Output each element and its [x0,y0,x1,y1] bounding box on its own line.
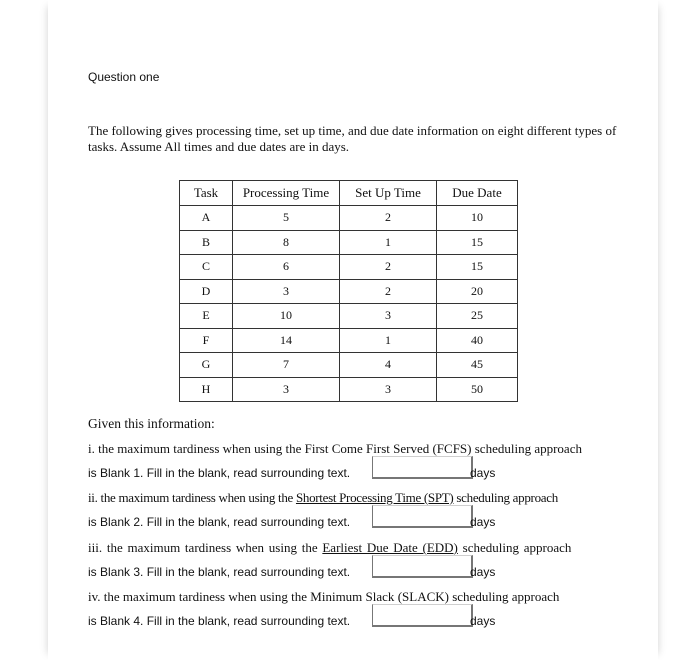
table-row [180,304,518,329]
cell-task: A [180,206,233,231]
cell-set-up-time: 3 [340,304,437,329]
cell-processing-time: 14 [233,328,340,353]
table-row [180,377,518,402]
cell-due-date: 25 [437,304,518,329]
header-set-up-time: Set Up Time [340,181,437,206]
cell-due-date: 15 [437,230,518,255]
blank-4-unit: days [470,614,496,628]
question-text-pre: iv. the maximum tardiness when using the Minimum Slack [88,589,398,604]
question-title: Question one [88,70,160,84]
rule-name: (FCFS) [432,441,472,456]
table-row [180,206,518,231]
cell-due-date: 45 [437,353,518,378]
rule-name: Earliest Due Date (EDD) [322,540,458,555]
cell-due-date: 15 [437,255,518,280]
cell-set-up-time: 4 [340,353,437,378]
task-table [179,180,518,402]
cell-processing-time: 5 [233,206,340,231]
question-spt [88,490,558,506]
table-row [180,230,518,255]
table-row [180,255,518,280]
cell-task: H [180,377,233,402]
blank-3-unit: days [470,565,496,579]
cell-due-date: 20 [437,279,518,304]
question-text-post: scheduling approach [471,441,582,456]
rule-name: Shortest Processing Time (SPT) [295,490,454,505]
cell-set-up-time: 3 [340,377,437,402]
header-due-date: Due Date [437,181,518,206]
cell-set-up-time: 2 [340,255,437,280]
question-text-post: scheduling approach [448,589,560,604]
cell-due-date: 50 [437,377,518,402]
table-row [180,328,518,353]
table-row [180,353,518,378]
cell-processing-time: 10 [233,304,340,329]
cell-due-date: 40 [437,328,518,353]
cell-task: E [180,304,233,329]
question-fcfs [88,441,582,457]
cell-set-up-time: 2 [340,206,437,231]
blank-1-label: is Blank 1. Fill in the blank, read surrounding text. [88,466,351,480]
given-label: Given this information: [88,416,215,431]
question-text-post: scheduling approach [457,540,572,555]
blank-1-input[interactable] [372,456,473,479]
cell-task: C [180,255,233,280]
rule-name: (SLACK) [397,589,449,604]
blank-2-label: is Blank 2. Fill in the blank, read surrounding text. [88,515,351,529]
blank-4-input[interactable] [372,604,473,627]
cell-processing-time: 7 [233,353,340,378]
blank-1-unit: days [470,466,496,480]
cell-processing-time: 3 [233,279,340,304]
cell-task: F [180,328,233,353]
blank-2-input[interactable] [372,505,473,528]
table-row [180,279,518,304]
header-processing-time: Processing Time [233,181,340,206]
cell-task: B [180,230,233,255]
table-header-row [180,181,518,206]
question-text-pre: iii. the maximum tardiness when using the [88,540,323,555]
cell-task: D [180,279,233,304]
question-text-pre: ii. the maximum tardiness when using the [88,490,296,505]
question-edd [88,540,571,556]
question-slack [88,589,559,605]
cell-set-up-time: 1 [340,328,437,353]
blank-4-label: is Blank 4. Fill in the blank, read surrounding text. [88,614,351,628]
blank-2-unit: days [470,515,496,529]
intro-paragraph: The following gives processing time, set up time, and due date information on eight different types of tasks. Assume All times and due dates are in days. [88,123,617,154]
header-task: Task [180,181,233,206]
cell-processing-time: 6 [233,255,340,280]
cell-task: G [180,353,233,378]
cell-set-up-time: 1 [340,230,437,255]
blank-3-input[interactable] [372,555,473,578]
cell-processing-time: 8 [233,230,340,255]
cell-processing-time: 3 [233,377,340,402]
question-text-pre: i. the maximum tardiness when using the First Come First Served [88,441,433,456]
cell-set-up-time: 2 [340,279,437,304]
cell-due-date: 10 [437,206,518,231]
question-text-post: scheduling approach [453,490,558,505]
blank-3-label: is Blank 3. Fill in the blank, read surrounding text. [88,565,351,579]
